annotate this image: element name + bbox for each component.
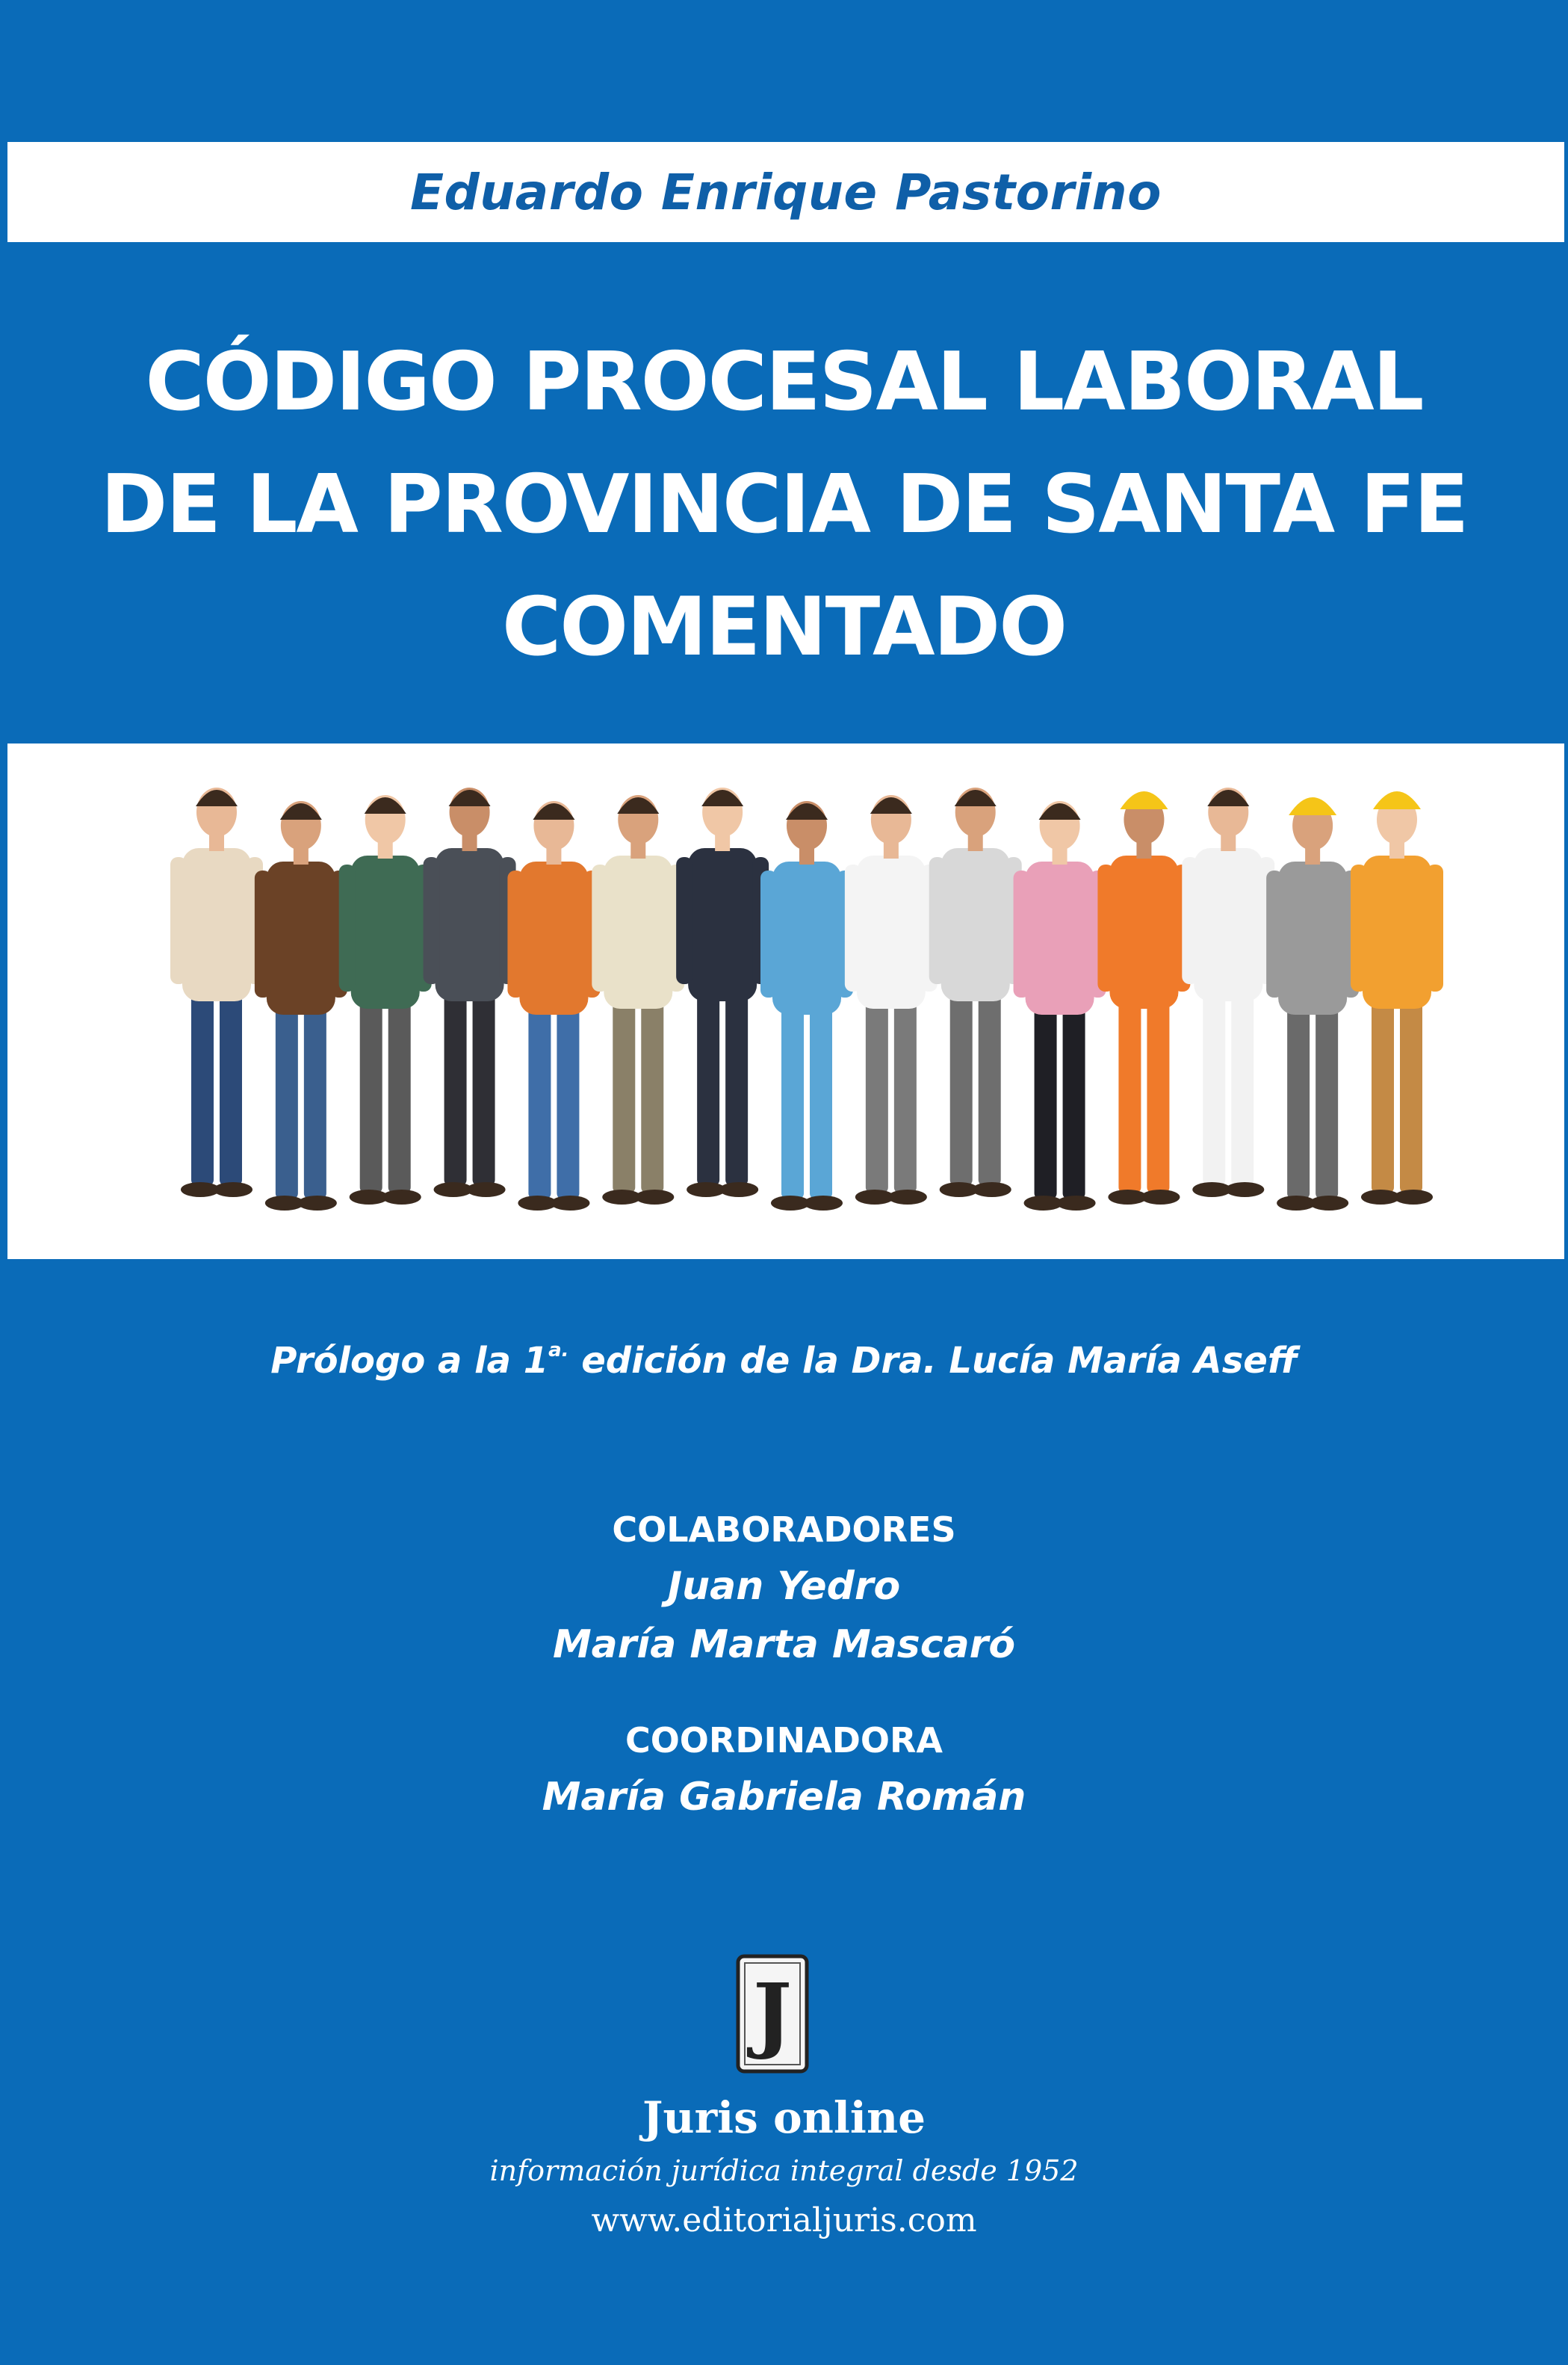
publisher-url: www.editorialjuris.com (591, 2201, 977, 2239)
prologue-superscript: a. (548, 1339, 569, 1361)
title-line: DE LA PROVINCIA DE SANTA FE (100, 458, 1468, 551)
coordinator-name: María Gabriela Román (542, 1775, 1026, 1820)
worker-figure (339, 795, 432, 1205)
worker-figure (424, 788, 516, 1197)
worker-figure (1351, 791, 1443, 1205)
collaborator-name: María Marta Mascaró (552, 1622, 1016, 1667)
worker-figure (676, 788, 769, 1197)
worker-figure (592, 795, 684, 1205)
worker-figure (1014, 801, 1106, 1211)
juris-logo-icon (736, 1954, 809, 2074)
group-of-workers-illustration (7, 743, 1564, 1259)
collaborator-name: Juan Yedro (667, 1564, 901, 1609)
coordinator-section (0, 1713, 1568, 1826)
title-line: COMENTADO (501, 581, 1067, 674)
author-band (7, 142, 1564, 242)
worker-figure (929, 788, 1022, 1197)
collaborators-heading: COLABORADORES (612, 1509, 956, 1550)
author-name: Eduardo Enrique Pastorino (409, 163, 1162, 221)
worker-figure (1097, 791, 1190, 1205)
workers-photo (7, 743, 1564, 1259)
worker-figure (760, 801, 853, 1211)
worker-figure (1182, 788, 1274, 1197)
prologue-text-end: edición de la Dra. Lucía María Aseff (568, 1340, 1298, 1382)
publisher-tagline: información jurídica integral desde 1952 (489, 2154, 1079, 2187)
logo-letter: J (752, 1965, 793, 2062)
coordinator-heading: COORDINADORA (625, 1720, 943, 1760)
worker-figure (255, 801, 347, 1211)
publisher-name: Juris online (642, 2092, 926, 2143)
worker-figure (1266, 797, 1359, 1211)
book-title (0, 321, 1568, 689)
worker-figure (170, 788, 263, 1197)
collaborators-section (0, 1502, 1568, 1674)
title-line: CÓDIGO PROCESAL LABORAL (145, 336, 1423, 429)
publisher-info (0, 2089, 1568, 2247)
prologue-credit (0, 1339, 1568, 1382)
worker-figure (845, 795, 938, 1205)
worker-figure (507, 801, 600, 1211)
prologue-text-start: Prólogo a la 1 (270, 1340, 549, 1382)
